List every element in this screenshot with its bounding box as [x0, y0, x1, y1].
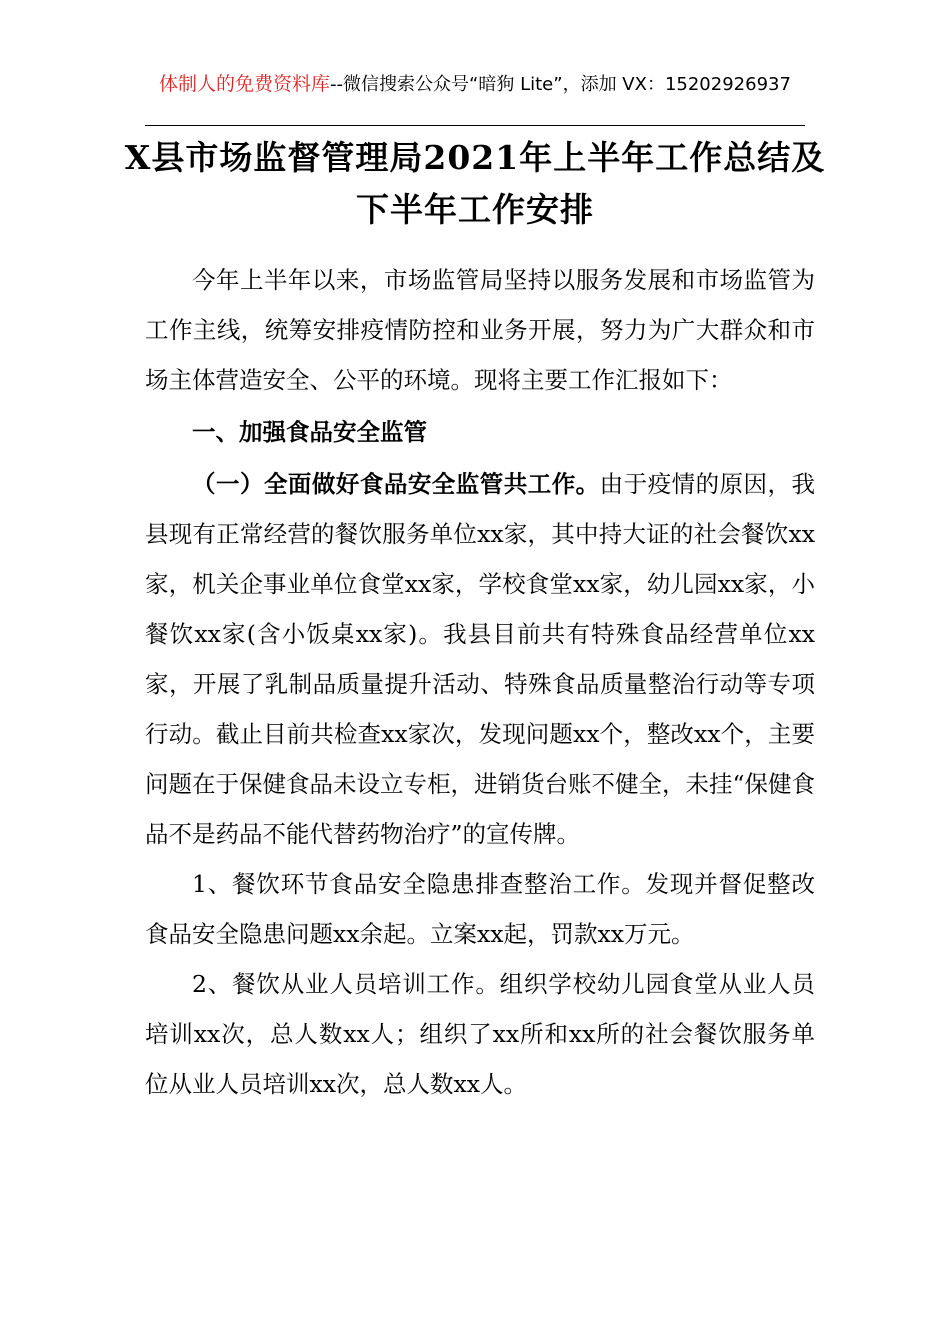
document-title: X县市场监督管理局2021年上半年工作总结及下半年工作安排: [124, 138, 826, 229]
intro-paragraph: 今年上半年以来，市场监管局坚持以服务发展和市场监管为工作主线，统筹安排疫情防控和业务开展，努力为广大群众和市场主体营造安全、公平的环境。现将主要工作汇报如下：: [145, 266, 815, 394]
subsection-paragraph: [145, 459, 815, 859]
document-body: [145, 255, 815, 1109]
header-divider: [145, 125, 805, 126]
list-item: 1、餐饮环节食品安全隐患排查整治工作。发现并督促整改食品安全隐患问题xx余起。立案xx起，罚款xx万元。: [145, 870, 815, 948]
section-heading: 一、加强食品安全监管: [192, 418, 427, 446]
watermark-header: [145, 72, 805, 97]
subsection-heading: （一）全面做好食品安全监管共工作。: [192, 470, 600, 498]
contact-text: --微信搜索公众号“暗狗 Lite”，添加 VX：15202926937: [330, 74, 791, 95]
brand-text: 体制人的免费资料库: [159, 73, 331, 95]
subsection-body: 由于疫情的原因，我县现有正常经营的餐饮服务单位xx家，其中持大证的社会餐饮xx家，机关企事业单位食堂xx家，学校食堂xx家，幼儿园xx家，小餐饮xx家(含小饭桌xx家)。我县目前共有特殊食品经营单位xx家，开展了乳制品质量提升活动、特殊食品质量整治行动等专项行动。截止目前共检查xx家次，发现问题xx个，整改xx个，主要问题在于保健食品未设立专柜，进销货台账不健全，未挂“保健食品不是药品不能代替药物治疗”的宣传牌。: [145, 470, 816, 848]
list-item: 2、餐饮从业人员培训工作。组织学校幼儿园食堂从业人员培训xx次，总人数xx人；组织了xx所和xx所的社会餐饮服务单位从业人员培训xx次，总人数xx人。: [145, 970, 815, 1098]
